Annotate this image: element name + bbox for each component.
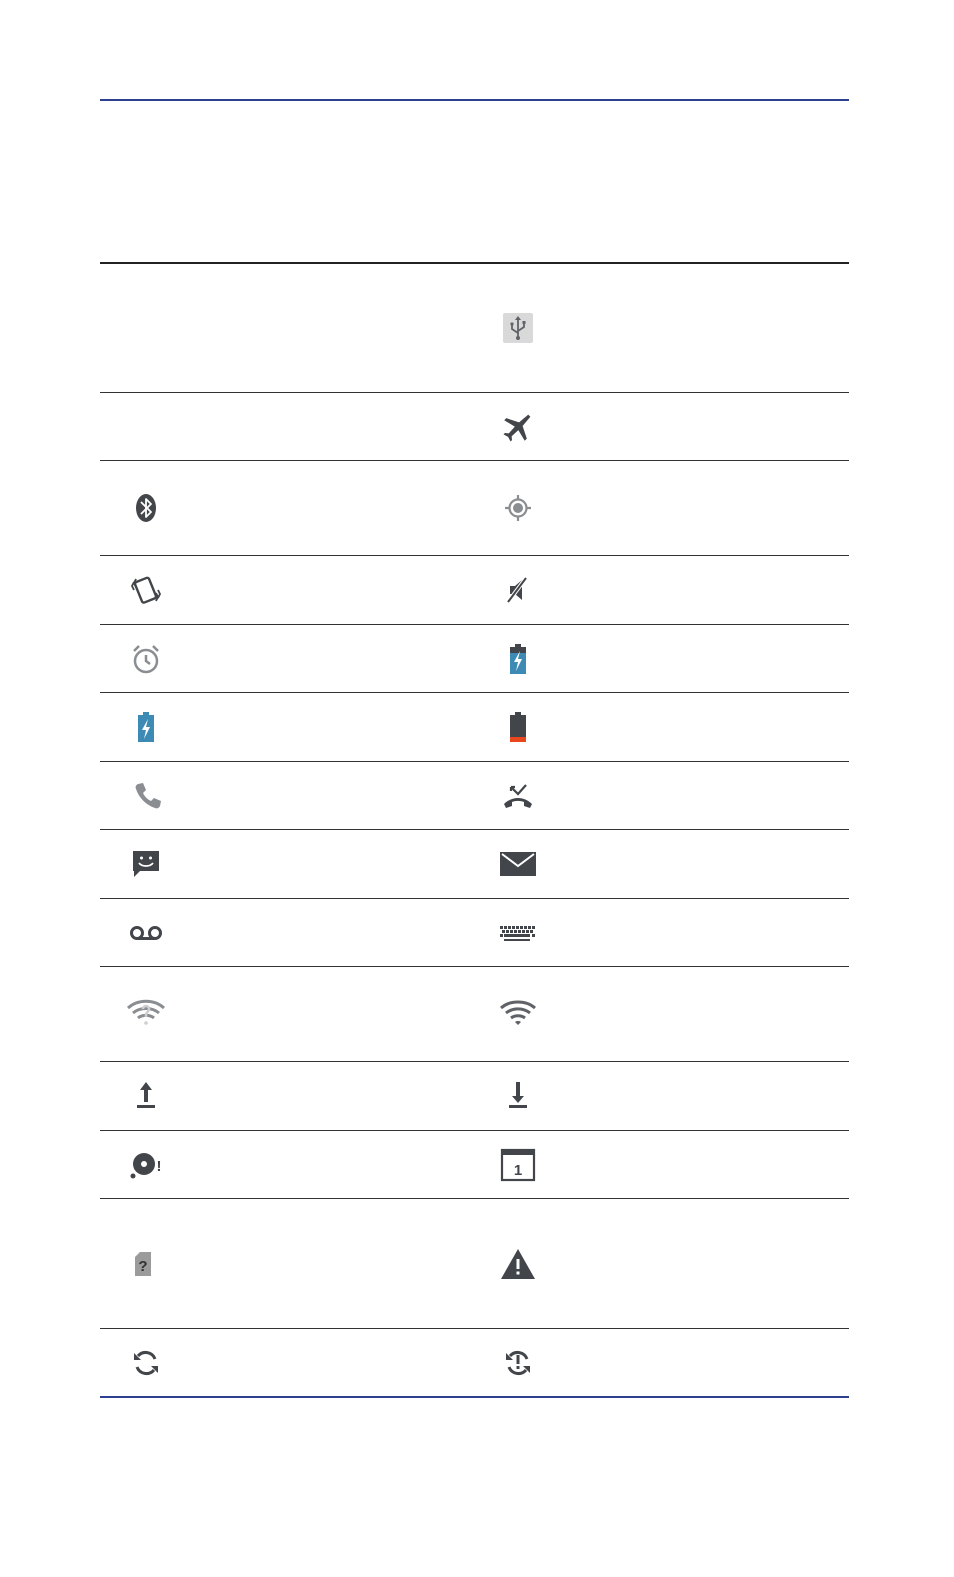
table-row (100, 625, 849, 693)
table-row (100, 693, 849, 762)
new-email-icon (498, 844, 538, 884)
wifi-connected-icon (498, 994, 538, 1034)
calendar-day-number: 1 (513, 1161, 523, 1179)
vibrate-icon (126, 570, 166, 610)
warning-icon (498, 1244, 538, 1284)
keyboard-icon (498, 913, 538, 953)
calendar-event-icon (498, 1145, 538, 1185)
alarm-icon (126, 639, 166, 679)
table-row (100, 461, 849, 556)
table-row (100, 1329, 849, 1397)
battery-low-icon (498, 707, 538, 747)
table-row (100, 393, 849, 461)
battery-full-icon (126, 707, 166, 747)
missed-call-icon (498, 776, 538, 816)
upload-icon (126, 1076, 166, 1116)
table-row (100, 899, 849, 967)
table-row (100, 830, 849, 899)
bottom-blue-rule (100, 1396, 849, 1398)
storage-full-icon (126, 1145, 166, 1185)
table-row (100, 264, 849, 393)
silent-mode-icon (498, 570, 538, 610)
storage-alert-glyph: ! (156, 1157, 162, 1175)
new-message-icon (126, 844, 166, 884)
usb-icon (498, 308, 538, 348)
table-row (100, 1062, 849, 1131)
bluetooth-icon (126, 488, 166, 528)
sync-icon (126, 1343, 166, 1383)
battery-charging-icon (498, 639, 538, 679)
no-sim-card-icon (126, 1244, 166, 1284)
sync-error-icon (498, 1343, 538, 1383)
wifi-available-icon (126, 994, 166, 1034)
airplane-mode-icon (498, 407, 538, 447)
gps-location-icon (498, 488, 538, 528)
voicemail-icon (126, 913, 166, 953)
sim-question-glyph: ? (138, 1257, 148, 1275)
call-icon (126, 776, 166, 816)
download-icon (498, 1076, 538, 1116)
top-blue-rule (100, 99, 849, 101)
table-row (100, 967, 849, 1062)
table-row (100, 556, 849, 625)
table-row (100, 762, 849, 830)
table-row (100, 1131, 849, 1199)
table-row (100, 1199, 849, 1329)
